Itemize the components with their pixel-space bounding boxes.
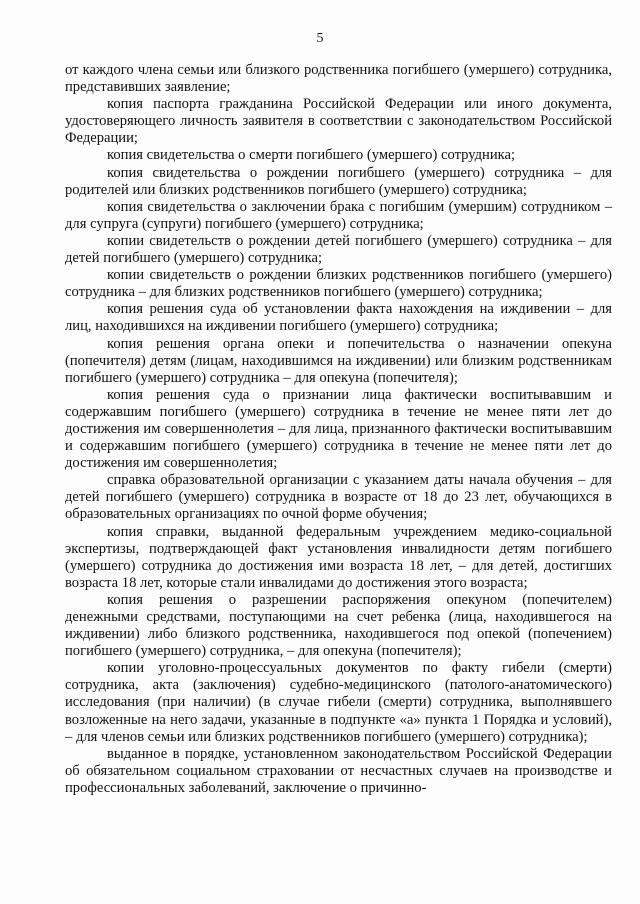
paragraph: копии свидетельств о рождении детей погибшего (умершего) сотрудника – для детей погибшего (умершего) сотрудника; — [65, 232, 612, 267]
document-body — [65, 62, 612, 797]
paragraph: выданное в порядке, установленном законодательством Российской Федерации об обязательном социальном страховании от несчастных случаев на производстве и профессиональных заболеваний, заключение о причинно- — [65, 745, 612, 796]
paragraph: копия свидетельства о смерти погибшего (умершего) сотрудника; — [107, 147, 516, 164]
paragraph: копия решения суда об установлении факта нахождения на иждивении – для лиц, находившихся на иждивении погибшего (умершего) сотрудника; — [65, 301, 612, 335]
paragraph: копия решения суда о признании лица фактически воспитывавшим и содержавшим погибшего (умершего) сотрудника в течение не менее пяти лет до достижения им совершеннолетия – для лица, признанного фактически воспитывавшим и содержавшим погибшего (умершего) сотрудника в течение не менее пяти лет до достижения им совершеннолетия; — [65, 386, 612, 472]
paragraph: от каждого члена семьи или близкого родственника погибшего (умершего) сотрудника, представивших заявление; — [65, 62, 612, 96]
paragraph: справка образовательной организации с указанием даты начала обучения – для детей погибшего (умершего) сотрудника в возрасте от 18 до 23 лет, обучающихся в образовательных организациях по очной форме обучения; — [65, 472, 612, 523]
paragraph: копии свидетельств о рождении близких родственников погибшего (умершего) сотрудника – для близких родственников погибшего (умершего) сотрудника; — [65, 267, 612, 301]
page-number: 5 — [316, 31, 324, 46]
paragraph: копия паспорта гражданина Российской Федерации или иного документа, удостоверяющего личность заявителя в соответствии с законодательством Российской Федерации; — [65, 96, 612, 147]
paragraph: копия свидетельства о рождении погибшего (умершего) сотрудника – для родителей или близких родственников погибшего (умершего) сотрудника; — [65, 164, 612, 198]
paragraph: копия решения органа опеки и попечительства о назначении опекуна (попечителя) детям (лицам, находившимся на иждивении) или близким родственникам погибшего (умершего) сотрудника – для опекуна (попечителя); — [65, 335, 612, 386]
paragraph: копии уголовно-процессуальных документов по факту гибели (смерти) сотрудника, акта (заключения) судебно-медицинского (патолого-анатомического) исследования (при наличии) (в случае гибели (смерти) сотрудника, выполнявшего возложенные на него задачи, указанные в подпункте «а» пункта 1 Порядка и условий), – для членов семьи или близких родственников погибшего (умершего) сотрудника); — [65, 660, 612, 745]
paragraph: копия решения о разрешении распоряжения опекуном (попечителем) денежными средствами, поступающими на счет ребенка (лица, находившегося на иждивении) либо близкого родственника, находившегося под опекой (попечением) погибшего (умершего) сотрудника, – для опекуна (попечителя); — [65, 591, 612, 660]
paragraph: копия справки, выданной федеральным учреждением медико-социальной экспертизы, подтверждающей факт установления инвалидности детям погибшего (умершего) сотрудника до достижения ими возраста 18 лет, – для детей, достигших возраста 18 лет, которые стали инвалидами до достижения этого возраста; — [65, 523, 612, 591]
paragraph: копия свидетельства о заключении брака с погибшим (умершим) сотрудником – для супруга (супруги) погибшего (умершего) сотрудника; — [65, 198, 612, 232]
